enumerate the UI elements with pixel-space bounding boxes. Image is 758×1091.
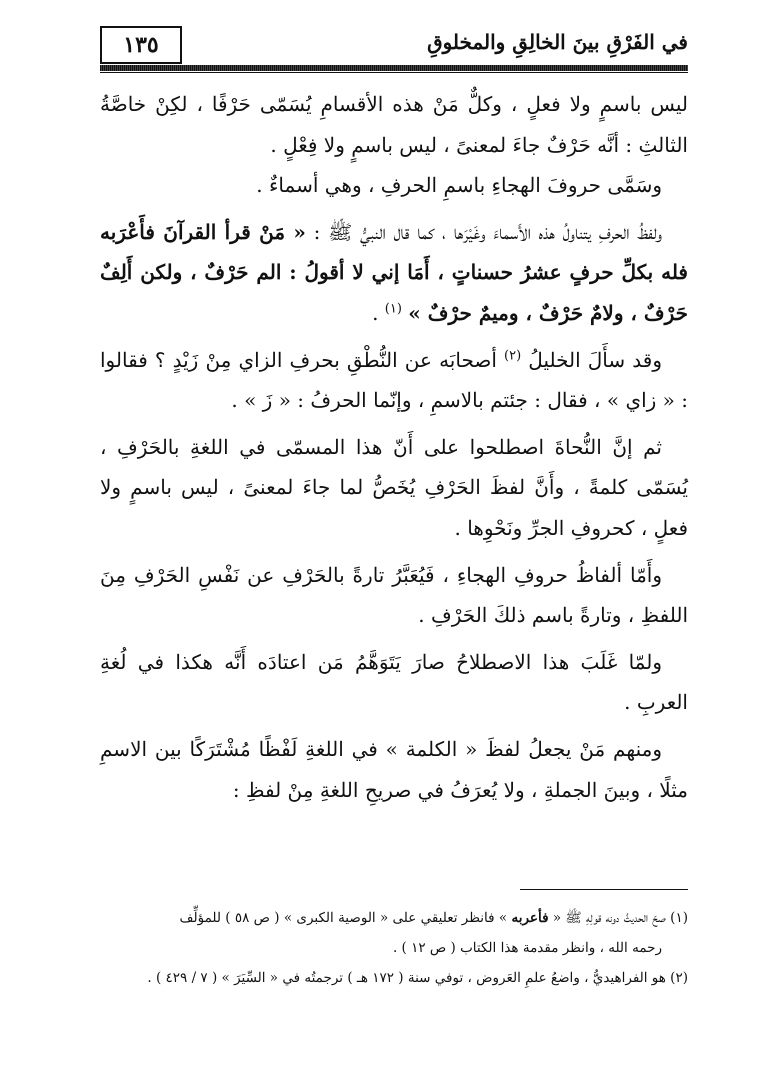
paragraph-6: وأَمّا ألفاظُ حروفِ الهجاءِ ، فَيُعَبَّرُ تارةً بالحَرْفِ عن نَفْسِ الحَرْفِ مِنَ اللفظِ ، وتارةً باسم ذلكَ الحَرْفِ . <box>100 562 688 628</box>
page-header <box>100 26 688 68</box>
page-number: ١٣٥ <box>100 26 182 64</box>
paragraph-4-rest: أصحابَه عن النُّطْقِ بحرفِ الزاي مِنْ زَيْدٍ ؟ فقالوا : « زاي » ، فقال : جئتم بالاسمِ ، وإنّما الحرفُ : « زَ » . <box>100 347 688 413</box>
paragraph-3-intro: ولفظُ الحرفِ يتناولُ هذه الأَسماءَ وغَيْرَها ، كما قال النبيُّ ﷺ : <box>313 219 663 244</box>
footnote-2: (٢) هو الفراهيديُّ ، واضعُ علمِ العَروض ، توفي سنة ( ١٧٢ هـ ) ترجمتُه في « السِّيَرَ » ( ٧ / ٤٢٩ ) . <box>147 970 688 986</box>
paragraph-7: ولمّا غَلَبَ هذا الاصطلاحُ صارَ يَتَوَهَّمُ مَن اعتادَه أَنَّه هكذا في لُغةِ العربِ . <box>100 649 688 715</box>
footnote-ref-1: (١) <box>384 301 402 317</box>
header-rule-thin <box>100 72 688 73</box>
paragraph-5: ثم إنَّ النُّحاةَ اصطلحوا على أَنّ هذا المسمّى في اللغةِ بالحَرْفِ ، يُسَمّى كلمةً ، وأَنَّ لفظَ الحَرْفِ يُخَصُّ لما جاءَ لمعنىً ، ليس باسمٍ ولا فعلٍ ، كحروفِ الجرِّ ونَحْوِها . <box>100 434 688 540</box>
footnote-1-bold: فأعربه <box>511 910 549 926</box>
running-title: في الفَرْقِ بينَ الخالِقِ والمخلوقِ <box>427 30 688 54</box>
footnotes <box>100 903 688 993</box>
footnote-1-start: (١) صحّ الحديثُ دونه قولِهِ ﷺ « <box>552 910 688 926</box>
header-rule <box>100 65 688 71</box>
hadith-quote: « مَنْ قرأ القرآنَ فأَعْرَبه فله بكلِّ حرفٍ عشرُ حسناتٍ ، أَمَا إني لا أقولُ : الم حَرْفٌ ، ولكن أَلِفٌ حَرْفٌ ، ولامٌ حَرْفٌ ، وميمٌ حرْفٌ » <box>100 219 688 325</box>
paragraph-2: وسَمَّى حروفَ الهجاءِ باسمِ الحرفِ ، وهي أسماءٌ . <box>256 173 662 198</box>
paragraph-3: ولفظُ الحرفِ يتناولُ هذه الأَسماءَ وغَيْرَها ، كما قال النبيُّ ﷺ : « مَنْ قرأ القرآنَ فأَعْرَبه فله بكلِّ حرفٍ عشرُ حسناتٍ ، أَمَا إني لا أقولُ : الم حَرْفٌ ، ولكن أَلِفٌ حَرْفٌ ، ولامٌ حَرْفٌ ، وميمٌ حرْفٌ » $^{(١)}$ . <box>100 219 688 325</box>
footnote-1 <box>100 903 688 933</box>
paragraph-8: ومنهم مَنْ يجعلُ لفظَ « الكلمة » في اللغةِ لَفْظًا مُشْتَرَكًا بين الاسمِ مثلًا ، وبينَ الجملةِ ، ولا يُعرَفُ في صريحِ اللغةِ مِنْ لفظِ : <box>100 736 688 802</box>
paragraph-1: ليس باسمٍ ولا فعلٍ ، وكلٌّ مَنْ هذه الأقسامِ يُسَمّى حَرْفًا ، لكِنْ خاصَّةُ الثالثِ : أنَّه حَرْفٌ جاءَ لمعنىً ، ليس باسمٍ ولا فِعْلٍ . <box>100 92 688 157</box>
footnote-1-continued: رحمه الله ، وانظر مقدمة هذا الكتاب ( ص ١٢ ) . <box>392 940 662 956</box>
footnote-separator <box>520 889 688 890</box>
footnote-ref-2: (٢) <box>504 347 522 363</box>
main-text <box>100 84 688 810</box>
footnote-1-end: » فانظر تعليقي على « الوصية الكبرى » ( ص ٥٨ ) للمؤلِّف <box>179 910 508 926</box>
paragraph-4-start: وقد سأَلَ الخليلُ <box>528 347 663 372</box>
paragraph-4 <box>100 340 688 421</box>
